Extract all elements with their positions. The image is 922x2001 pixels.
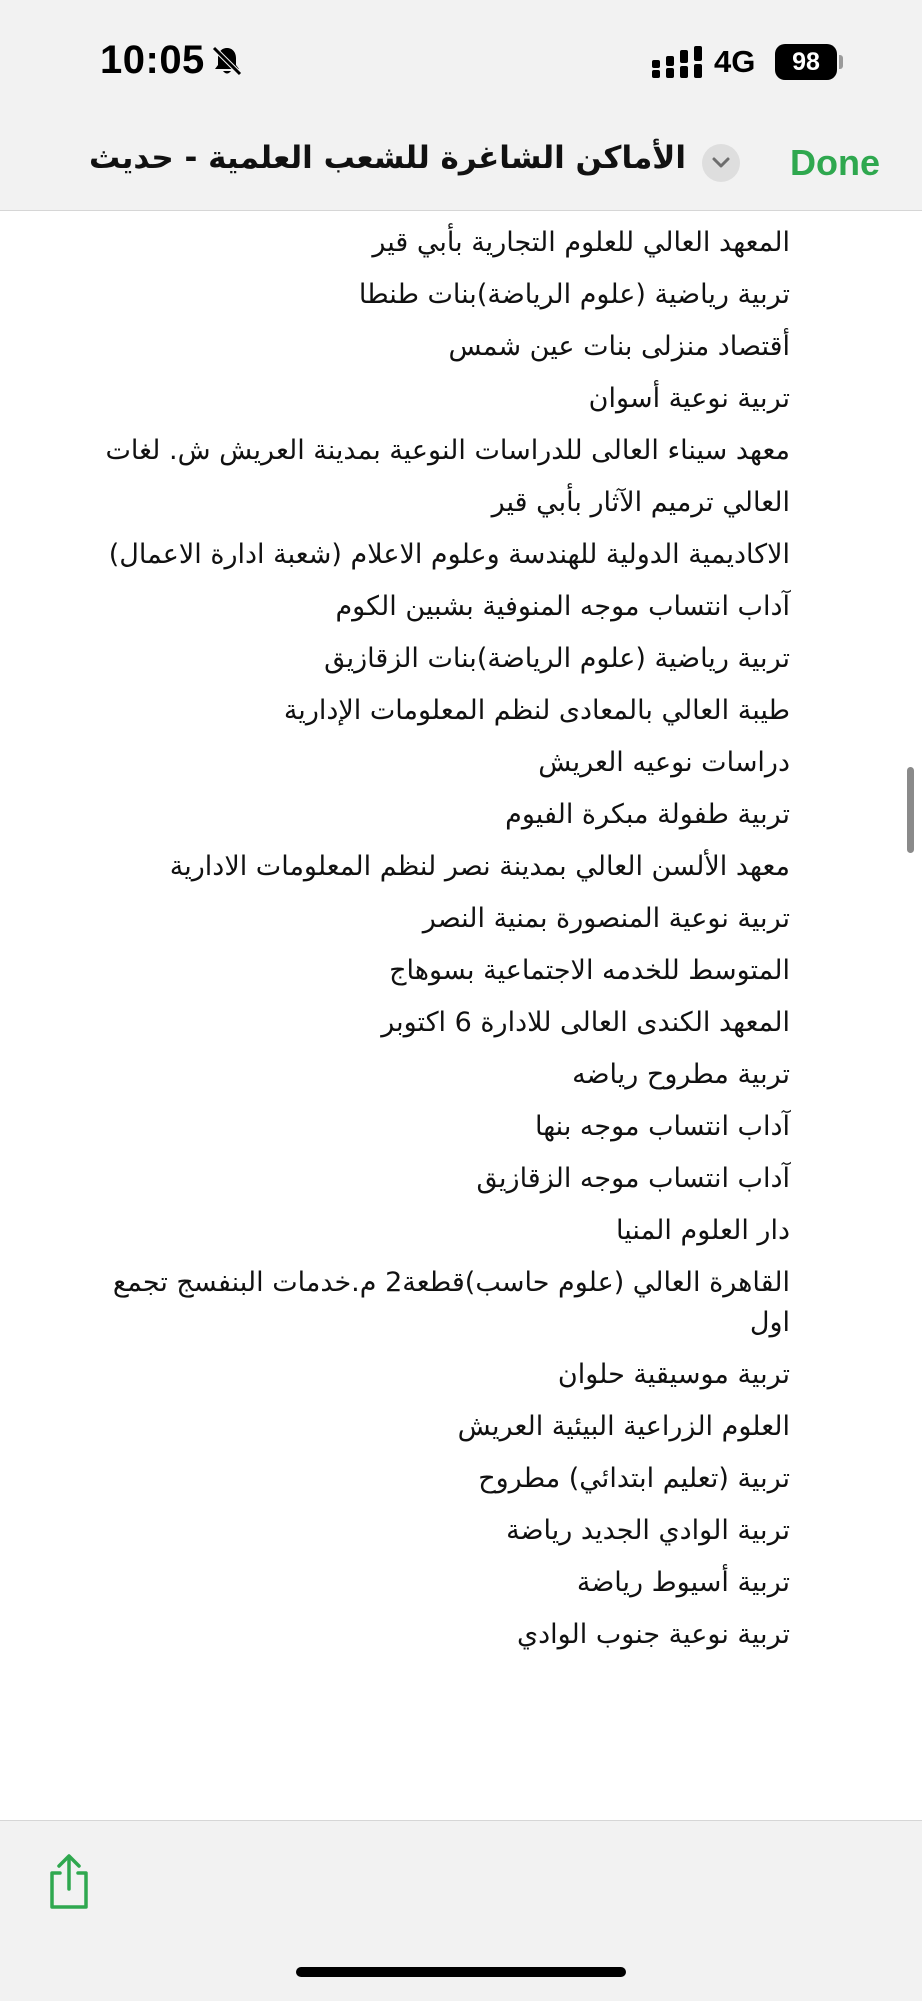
note-title[interactable]: الأماكن الشاغرة للشعب العلمية - حديث xyxy=(88,140,686,176)
list-item: أقتصاد منزلى بنات عين شمس xyxy=(448,331,790,362)
share-icon[interactable] xyxy=(46,1853,92,1911)
title-menu-button[interactable] xyxy=(702,144,740,182)
list-item: تربية الوادي الجديد رياضة xyxy=(506,1515,790,1546)
list-item: تربية مطروح رياضه xyxy=(572,1059,790,1090)
status-time: 10:05 xyxy=(100,38,205,82)
signal-bars-icon xyxy=(652,46,704,78)
done-button[interactable]: Done xyxy=(790,142,880,183)
list-item: تربية رياضية (علوم الرياضة)بنات الزقازيق xyxy=(324,643,790,674)
list-item: آداب انتساب موجه بنها xyxy=(535,1111,790,1142)
navigation-header xyxy=(0,120,922,211)
list-item: آداب انتساب موجه المنوفية بشبين الكوم xyxy=(335,591,790,622)
home-indicator xyxy=(296,1967,626,1977)
note-body[interactable] xyxy=(0,211,922,1820)
list-item: معهد سيناء العالى للدراسات النوعية بمدينة العريش ش. لغات xyxy=(105,435,790,466)
list-item: القاهرة العالي (علوم حاسب)قطعة2 م.خدمات البنفسج تجمع اول xyxy=(112,1267,790,1338)
battery-icon: 98 xyxy=(775,44,837,80)
list-item: دار العلوم المنيا xyxy=(616,1215,790,1246)
list-item: تربية نوعية أسوان xyxy=(588,383,790,414)
bell-slash-icon xyxy=(210,44,244,78)
scroll-indicator[interactable] xyxy=(907,767,914,853)
items-list xyxy=(100,217,790,1661)
list-item: الاكاديمية الدولية للهندسة وعلوم الاعلام (شعبة ادارة الاعمال) xyxy=(108,539,790,570)
battery-tip xyxy=(839,55,843,69)
list-item: المعهد العالي للعلوم التجارية بأبي قير xyxy=(372,227,790,258)
list-item: تربية نوعية المنصورة بمنية النصر xyxy=(422,903,790,934)
network-type: 4G xyxy=(714,44,756,79)
list-item: تربية (تعليم ابتدائي) مطروح xyxy=(478,1463,790,1494)
list-item: تربية موسيقية حلوان xyxy=(557,1359,790,1390)
list-item: تربية رياضية (علوم الرياضة)بنات طنطا xyxy=(358,279,790,310)
list-item: آداب انتساب موجه الزقازيق xyxy=(476,1163,790,1194)
list-item: تربية نوعية جنوب الوادي xyxy=(516,1619,790,1650)
list-item: تربية طفولة مبكرة الفيوم xyxy=(505,799,790,830)
chevron-down-icon xyxy=(711,154,731,172)
list-item: معهد الألسن العالي بمدينة نصر لنظم المعلومات الادارية xyxy=(169,851,790,882)
status-bar xyxy=(0,0,922,120)
list-item: العلوم الزراعية البيئية العريش xyxy=(457,1411,790,1442)
list-item: العالي ترميم الآثار بأبي قير xyxy=(491,487,790,518)
list-item: تربية أسيوط رياضة xyxy=(576,1567,790,1598)
list-item: طيبة العالي بالمعادى لنظم المعلومات الإدارية xyxy=(283,695,790,726)
list-item: المعهد الكندى العالى للادارة 6 اكتوبر xyxy=(381,1007,790,1038)
list-item: المتوسط للخدمه الاجتماعية بسوهاج xyxy=(389,955,790,986)
list-item: دراسات نوعيه العريش xyxy=(538,747,790,778)
